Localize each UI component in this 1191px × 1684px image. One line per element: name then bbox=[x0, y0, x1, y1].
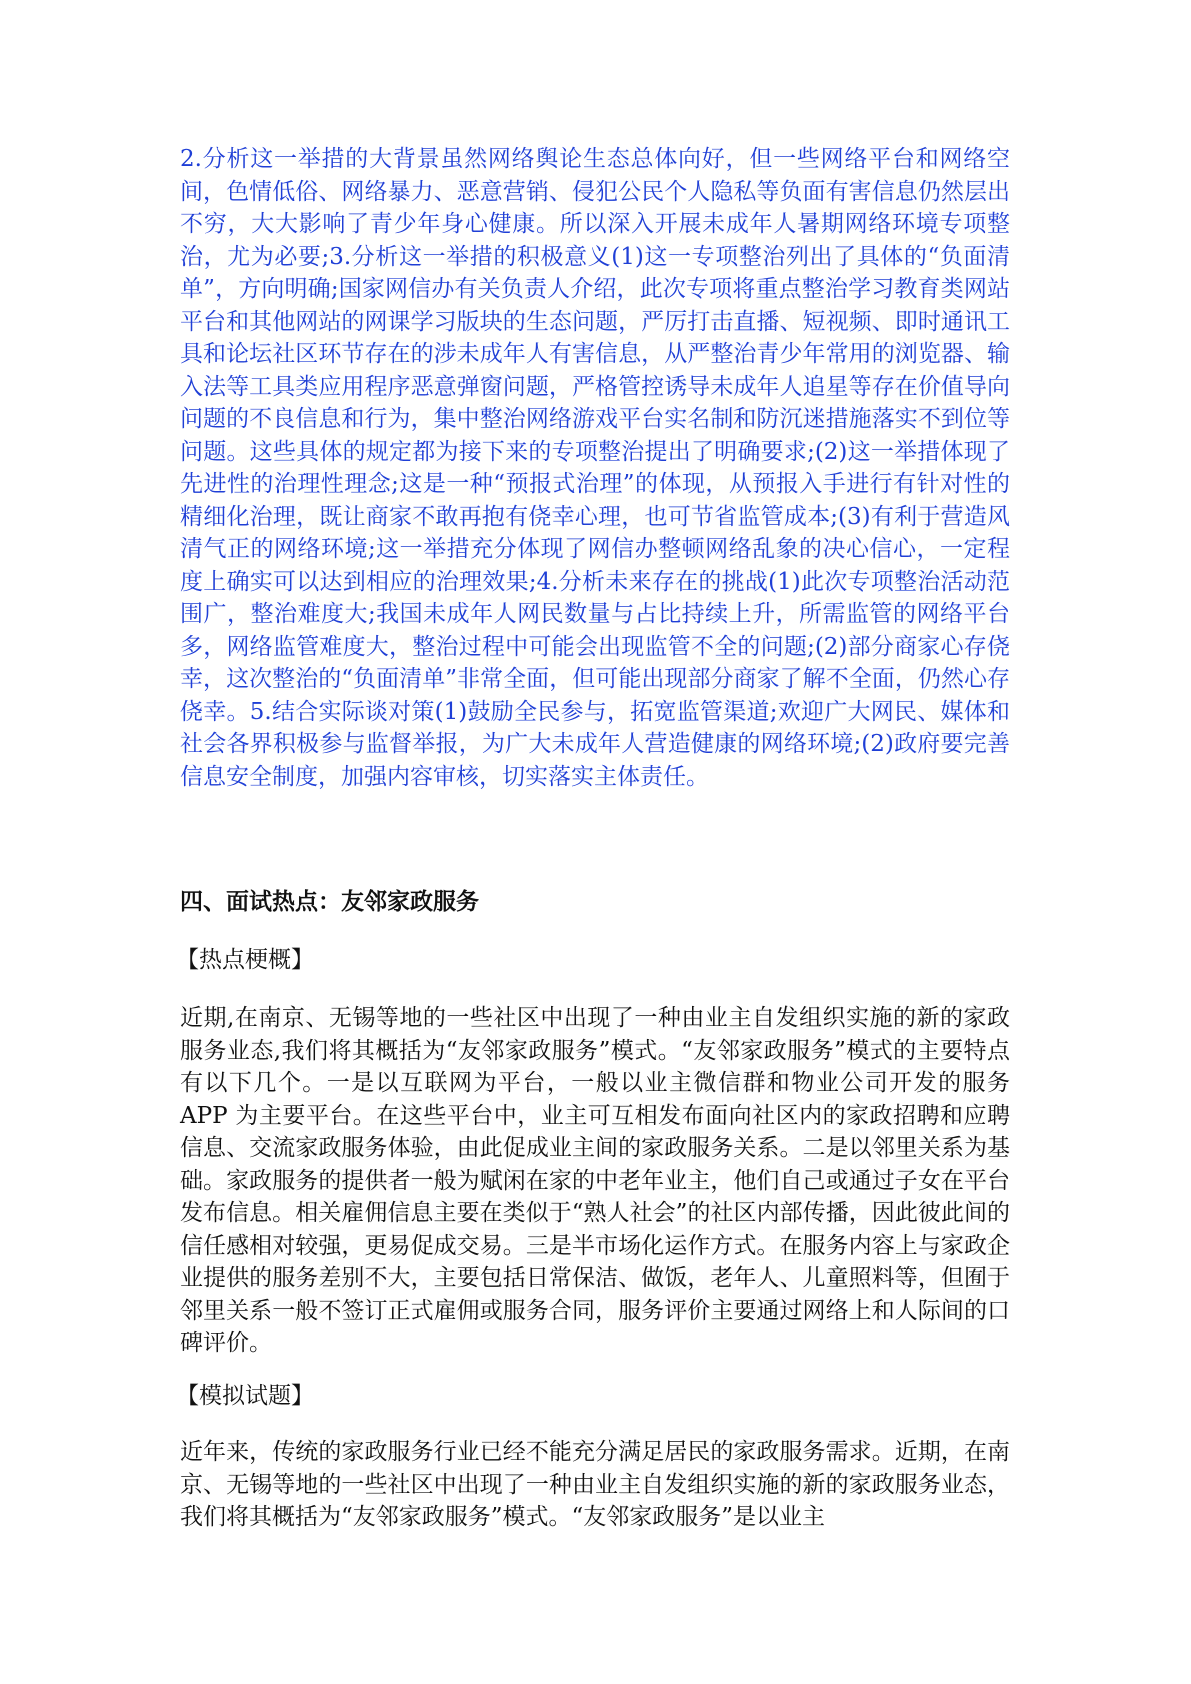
mock-question-paragraph: 近年来，传统的家政服务行业已经不能充分满足居民的家政服务需求。近期，在南京、无锡等地的一些社区中出现了一种由业主自发组织实施的新的家政服务业态，我们将其概括为“友邻家政服务”模式。“友邻家政服务”是以业主 bbox=[180, 1439, 1010, 1530]
hot-overview-paragraph: 近期,在南京、无锡等地的一些社区中出现了一种由业主自发组织实施的新的家政服务业态,我们将其概括为“友邻家政服务”模式。“友邻家政服务”模式的主要特点有以下几个。一是以互联网为平台，一般以业主微信群和物业公司开发的服务 APP 为主要平台。在这些平台中，业主可互相发布面向社区内的家政招聘和应聘信息、交流家政服务体验，由此促成业主间的家政服务关系。二是以邻里关系为基础。家政服务的提供者一般为赋闲在家的中老年业主，他们自己或通过子女在平台发布信息。相关雇佣信息主要在类似于“熟人社会”的社区内部传播，因此彼此间的信任感相对较强，更易促成交易。三是半市场化运作方式。在服务内容上与家政企业提供的服务差别不大，主要包括日常保洁、做饭，老年人、儿童照料等，但囿于邻里关系一般不签订正式雇佣或服务合同，服务评价主要通过网络上和人际间的口碑评价。 bbox=[180, 1005, 1010, 1356]
mock-question-label: 【模拟试题】 bbox=[176, 1383, 314, 1409]
section-title: 四、面试热点：友邻家政服务 bbox=[180, 888, 479, 915]
hot-overview-label: 【热点梗概】 bbox=[176, 947, 314, 973]
answer-analysis-paragraph: 2.分析这一举措的大背景虽然网络舆论生态总体向好，但一些网络平台和网络空间，色情低俗、网络暴力、恶意营销、侵犯公民个人隐私等负面有害信息仍然层出不穷，大大影响了青少年身心健康。所以深入开展未成年人暑期网络环境专项整治，尤为必要;3.分析这一举措的积极意义(1)这一专项整治列出了具体的“负面清单”，方向明确;国家网信办有关负责人介绍，此次专项将重点整治学习教育类网站平台和其他网站的网课学习版块的生态问题，严厉打击直播、短视频、即时通讯工具和论坛社区环节存在的涉未成年人有害信息，从严整治青少年常用的浏览器、输入法等工具类应用程序恶意弹窗问题，严格管控诱导未成年人追星等存在价值导向问题的不良信息和行为，集中整治网络游戏平台实名制和防沉迷措施落实不到位等问题。这些具体的规定都为接下来的专项整治提出了明确要求;(2)这一举措体现了先进性的治理性理念;这是一种“预报式治理”的体现，从预报入手进行有针对性的精细化治理，既让商家不敢再抱有侥幸心理，也可节省监管成本;(3)有利于营造风清气正的网络环境;这一举措充分体现了网信办整顿网络乱象的决心信心，一定程度上确实可以达到相应的治理效果;4.分析未来存在的挑战(1)此次专项整治活动范围广，整治难度大;我国未成年人网民数量与占比持续上升，所需监管的网络平台多，网络监管难度大，整治过程中可能会出现监管不全的问题;(2)部分商家心存侥幸，这次整治的“负面清单”非常全面，但可能出现部分商家了解不全面，仍然心存侥幸。5.结合实际谈对策(1)鼓励全民参与，拓宽监管渠道;欢迎广大网民、媒体和社会各界积极参与监督举报，为广大未成年人营造健康的网络环境;(2)政府要完善信息安全制度，加强内容审核，切实落实主体责任。 bbox=[180, 146, 1010, 790]
